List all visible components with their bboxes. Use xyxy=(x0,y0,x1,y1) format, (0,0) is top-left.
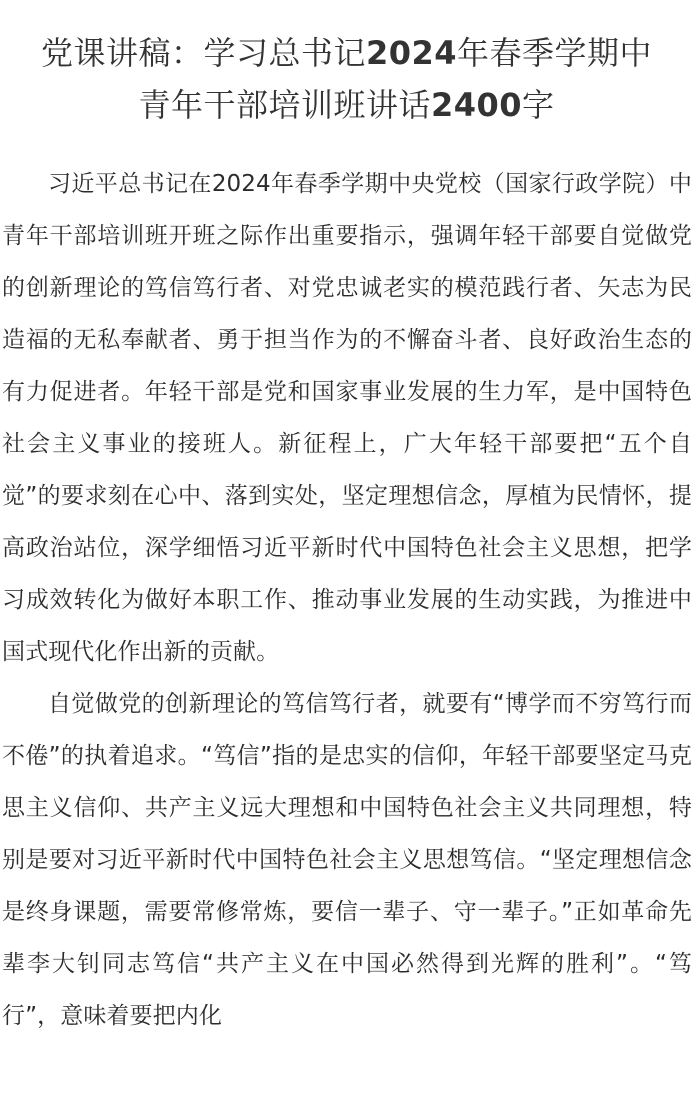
paragraph-2: 自觉做党的创新理论的笃信笃行者，就要有“博学而不穷笃行而不倦”的执着追求。“笃信”指的是忠实的信仰，年轻干部要坚定马克思主义信仰、共产主义远大理想和中国特色社会主义共同理想，特别是要对习近平新时代中国特色社会主义思想笃信。“坚定理想信念是终身课题，需要常修常炼，要信一辈子、守一辈子。”正如革命先辈李大钊同志笃信“共产主义在中国必然得到光辉的胜利”。“笃行”，意味着要把内化 xyxy=(2,691,692,1029)
paragraph-1: 习近平总书记在2024年春季学期中央党校（国家行政学院）中青年干部培训班开班之际作出重要指示，强调年轻干部要自觉做党的创新理论的笃信笃行者、对党忠诚老实的模范践行者、矢志为民造福的无私奉献者、勇于担当作为的不懈奋斗者、良好政治生态的有力促进者。年轻干部是党和国家事业发展的生力军，是中国特色社会主义事业的接班人。新征程上，广大年轻干部要把“五个自觉”的要求刻在心中、落到实处，坚定理想信念，厚植为民情怀，提高政治站位，深学细悟习近平新时代中国特色社会主义思想，把学习成效转化为做好本职工作、推动事业发展的生动实践，为推进中国式现代化作出新的贡献。 xyxy=(2,171,692,665)
title-line-2: 青年干部培训班讲话2400字 xyxy=(138,86,555,124)
article-body xyxy=(2,158,692,1042)
article-title xyxy=(0,27,693,131)
title-line-1: 党课讲稿：学习总书记2024年春季学期中 xyxy=(40,34,653,72)
